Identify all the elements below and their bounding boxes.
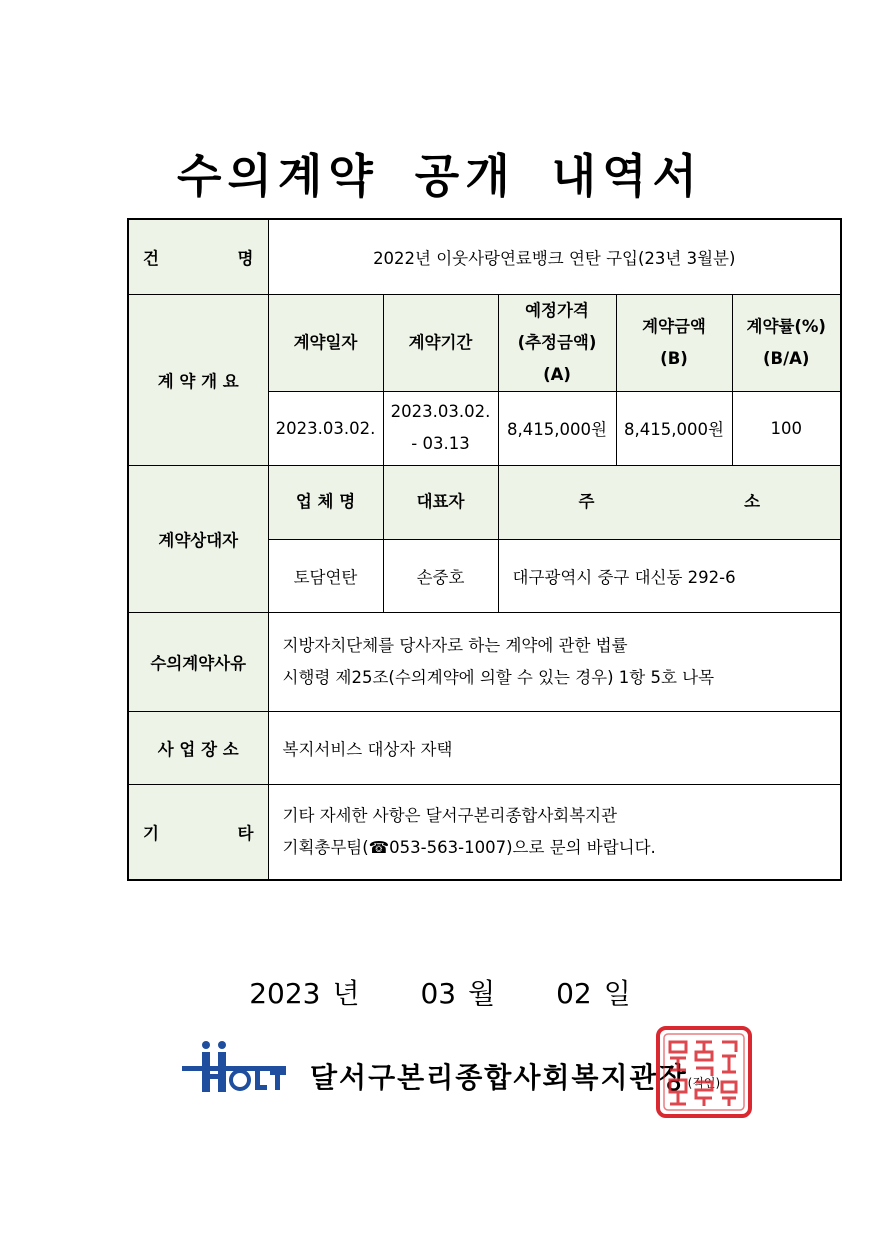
header-address	[498, 465, 841, 539]
header-company: 업 체 명	[268, 465, 383, 539]
page-title: 수의계약 공개 내역서	[177, 149, 703, 203]
label-right: 명	[237, 248, 254, 268]
label-left: 건	[143, 248, 159, 268]
header-contract-rate-line1: 계약률(%)	[746, 316, 826, 336]
official-seal	[654, 1024, 754, 1120]
date-month: 03	[420, 977, 457, 1010]
company-address: 대구광역시 중구 대신동 292-6	[498, 539, 841, 612]
row-etc	[128, 784, 841, 880]
label-etc	[128, 784, 268, 880]
document-date	[0, 972, 880, 1012]
contract-amount: 8,415,000원	[616, 391, 732, 465]
header-representative: 대표자	[383, 465, 498, 539]
header-address-left: 주	[578, 492, 595, 511]
place-value: 복지서비스 대상자 자택	[268, 711, 841, 784]
row-reason	[128, 612, 841, 711]
seal-note: (직인)	[687, 1076, 721, 1090]
header-address-right: 소	[744, 492, 761, 511]
label-place: 사 업 장 소	[128, 711, 268, 784]
header-contract-amount	[616, 294, 732, 391]
row-place	[128, 711, 841, 784]
date-day-unit: 일	[603, 977, 631, 1010]
header-estimated-price-line2: (추정금액)(A)	[517, 332, 597, 384]
reason-line2: 시행령 제25조(수의계약에 의할 수 있는 경우) 1항 5호 나목	[282, 667, 715, 687]
etc-line1: 기타 자세한 사항은 달서구본리종합사회복지관	[282, 805, 618, 825]
etc-value	[268, 784, 841, 880]
header-contract-amount-line1: 계약금액	[642, 316, 706, 336]
holt-logo	[180, 1036, 298, 1096]
representative-name: 손중호	[383, 539, 498, 612]
reason-line1: 지방자치단체를 당사자로 하는 계약에 관한 법률	[282, 635, 628, 655]
label-etc-right: 타	[237, 823, 254, 843]
contract-date: 2023.03.02.	[268, 391, 383, 465]
row-counterparty-header	[128, 465, 841, 539]
label-overview: 계 약 개 요	[128, 294, 268, 465]
reason-value	[268, 612, 841, 711]
organization-signature	[180, 1030, 780, 1130]
date-year: 2023	[249, 977, 321, 1010]
row-item-name	[128, 219, 841, 294]
date-day: 02	[556, 977, 592, 1010]
row-overview-header	[128, 294, 841, 391]
estimated-price: 8,415,000원	[498, 391, 616, 465]
header-contract-period: 계약기간	[383, 294, 498, 391]
organization-name-text: 달서구본리종합사회복지관장	[310, 1061, 688, 1094]
contract-period-line1: 2023.03.02.	[390, 402, 491, 421]
header-contract-amount-line2: (B)	[660, 348, 688, 368]
label-item-name	[128, 219, 268, 294]
label-counterparty: 계약상대자	[128, 465, 268, 612]
header-contract-date: 계약일자	[268, 294, 383, 391]
etc-line2: 기획총무팀(☎053-563-1007)으로 문의 바랍니다.	[282, 837, 656, 857]
label-etc-left: 기	[143, 823, 159, 843]
header-estimated-price-line1: 예정가격	[525, 300, 589, 320]
header-contract-rate-line2: (B/A)	[763, 348, 810, 368]
contract-table	[127, 218, 842, 881]
item-name-value: 2022년 이웃사랑연료뱅크 연탄 구입(23년 3월분)	[268, 219, 841, 294]
header-estimated-price	[498, 294, 616, 391]
contract-period	[383, 391, 498, 465]
contract-period-line2: - 03.13	[411, 434, 470, 453]
date-year-unit: 년	[332, 977, 360, 1010]
header-contract-rate	[732, 294, 841, 391]
label-reason: 수의계약사유	[128, 612, 268, 711]
contract-rate: 100	[732, 391, 841, 465]
date-month-unit: 월	[468, 977, 496, 1010]
company-name: 토담연탄	[268, 539, 383, 612]
